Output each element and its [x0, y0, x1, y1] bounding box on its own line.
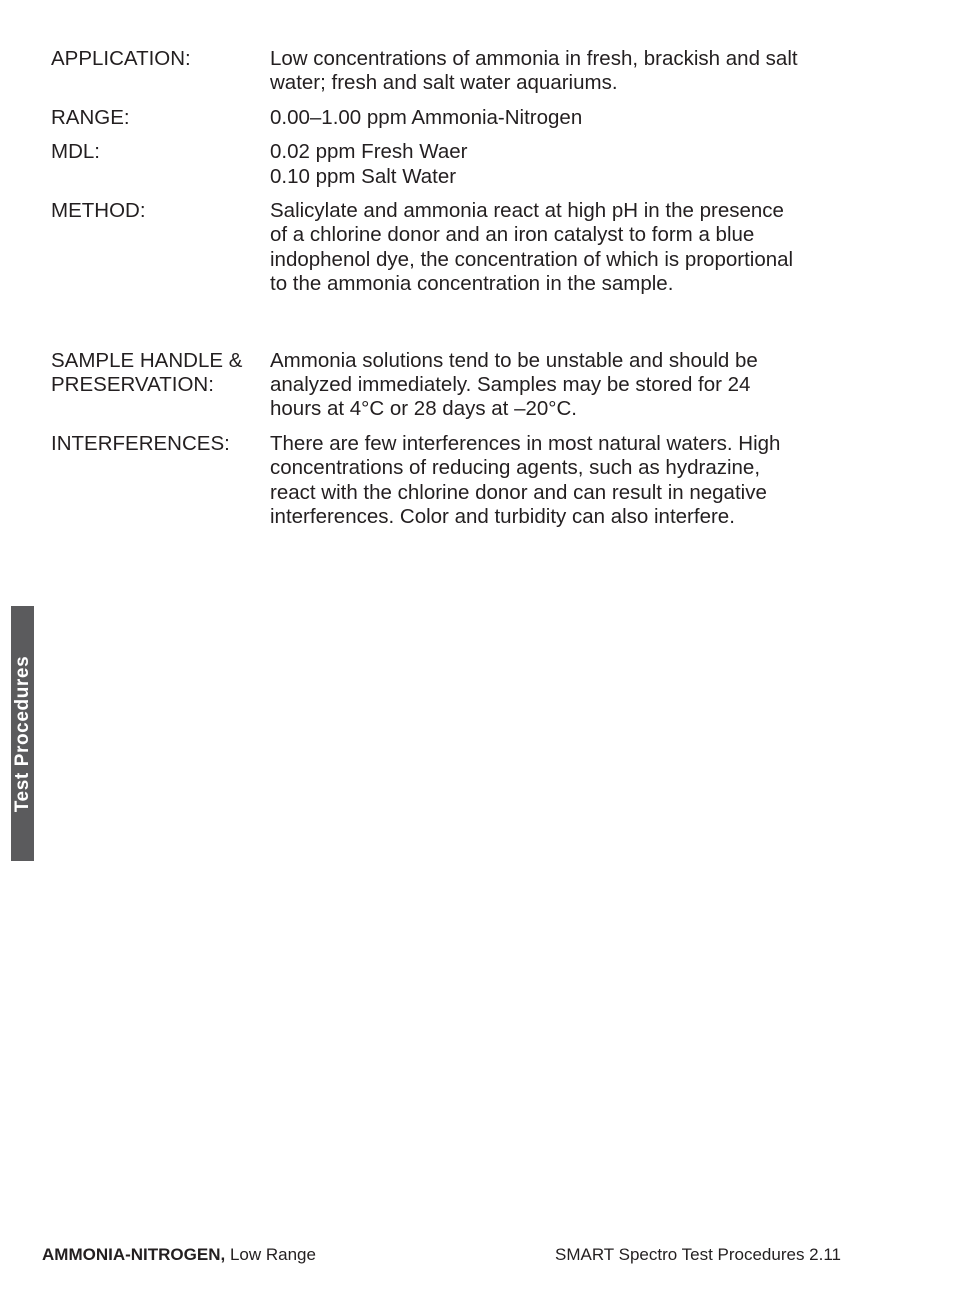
label-line: METHOD: [51, 199, 146, 223]
value-line: concentrations of reducing agents, such as hydrazine, [270, 456, 761, 480]
value-line: react with the chlorine donor and can result in negative [270, 480, 767, 504]
value-line: Salicylate and ammonia react at high pH in the presence [270, 199, 784, 223]
spec-label [51, 349, 270, 422]
spec-row-mdl [51, 140, 841, 189]
footer-test-name: AMMONIA-NITROGEN, [42, 1245, 226, 1264]
spec-value [270, 432, 841, 530]
value-line: analyzed immediately. Samples may be stored for 24 [270, 373, 751, 397]
footer-page-ref: SMART Spectro Test Procedures 2.11 [555, 1245, 841, 1264]
value-line: interferences. Color and turbidity can also interfere. [270, 505, 735, 529]
label-line: INTERFERENCES: [51, 431, 230, 455]
spec-label [51, 106, 270, 130]
spec-value [270, 106, 841, 130]
spec-row-range [51, 106, 841, 130]
spec-row-application [51, 47, 841, 96]
label-line: APPLICATION: [51, 47, 191, 70]
label-line: MDL: [51, 140, 100, 164]
spec-table [51, 47, 841, 530]
value-line: There are few interferences in most natural waters. High [270, 431, 781, 455]
label-line: SAMPLE HANDLE & [51, 348, 243, 372]
value-line: 0.10 ppm Salt Water [270, 164, 457, 188]
value-line: 0.02 ppm Fresh Waer [270, 140, 468, 164]
footer-test-range: Low Range [225, 1245, 316, 1264]
spec-value [270, 47, 841, 96]
spec-row-interferences [51, 432, 841, 530]
side-tab-label: Test Procedures [11, 655, 33, 812]
value-line: hours at 4°C or 28 days at –20°C. [270, 397, 577, 421]
value-line: Low concentrations of ammonia in fresh, brackish and salt [270, 47, 798, 70]
footer-left [42, 1244, 316, 1266]
value-line: 0.00–1.00 ppm Ammonia-Nitrogen [270, 105, 583, 129]
value-line: to the ammonia concentration in the sample. [270, 272, 674, 296]
spec-label [51, 140, 270, 189]
spec-label [51, 432, 270, 530]
spec-label [51, 199, 270, 297]
spec-value [270, 199, 841, 297]
spec-value [270, 140, 841, 189]
section-side-tab [11, 606, 34, 861]
spec-label [51, 47, 270, 96]
spec-value [270, 349, 841, 422]
spec-row-sample-handling [51, 349, 841, 422]
value-line: indophenol dye, the concentration of which is proportional [270, 247, 794, 271]
value-line: Ammonia solutions tend to be unstable and should be [270, 348, 758, 372]
label-line: PRESERVATION: [51, 373, 214, 397]
label-line: RANGE: [51, 105, 130, 129]
value-line: water; fresh and salt water aquariums. [270, 71, 618, 95]
spec-row-method [51, 199, 841, 297]
value-line: of a chlorine donor and an iron catalyst to form a blue [270, 223, 755, 247]
